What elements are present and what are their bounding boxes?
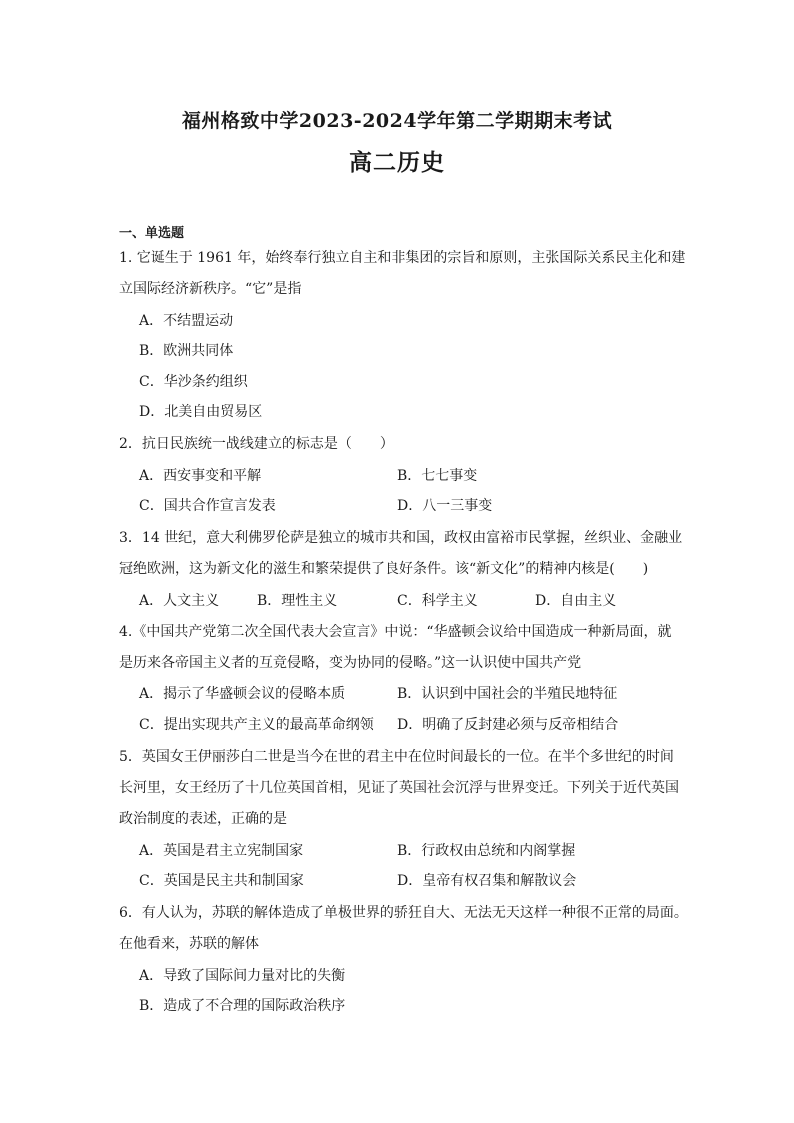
question-6-option-a: A．导致了国际间力量对比的失衡 xyxy=(139,968,346,984)
question-1-text-line-2: 立国际经济新秩序。“它”是指 xyxy=(119,281,302,297)
question-4-text-line-2: 是历来各帝国主义者的互竞侵略，变为协同的侵略。”这一认识使中国共产党 xyxy=(119,655,582,671)
question-3-option-a: A．人文主义 xyxy=(139,593,220,609)
question-1-option-a: A．不结盟运动 xyxy=(139,313,234,329)
question-3-text-line-1: 3．14 世纪，意大利佛罗伦萨是独立的城市共和国，政权由富裕市民掌握，丝织业、金融业 xyxy=(119,530,683,546)
question-4-option-b: B．认识到中国社会的半殖民地特征 xyxy=(397,686,618,702)
question-5-option-b: B．行政权由总统和内阁掌握 xyxy=(397,843,576,859)
question-2-text-line-1: 2．抗日民族统一战线建立的标志是（ ） xyxy=(119,436,394,452)
question-6-text-line-2: 在他看来，苏联的解体 xyxy=(119,936,259,952)
question-4-option-a: A．揭示了华盛顿会议的侵略本质 xyxy=(139,686,346,702)
question-4-text-line-1: 4.《中国共产党第二次全国代表大会宣言》中说：“华盛顿会议给中国造成一种新局面，就 xyxy=(119,624,672,640)
question-5-text-line-3: 政治制度的表述，正确的是 xyxy=(119,811,287,827)
question-2-option-a: A．西安事变和平解 xyxy=(139,468,262,484)
question-1-option-b: B．欧洲共同体 xyxy=(139,343,234,359)
question-5-text-line-1: 5．英国女王伊丽莎白二世是当今在世的君主中在位时间最长的一位。在半个多世纪的时间 xyxy=(119,749,674,765)
question-5-option-c: C．英国是民主共和制国家 xyxy=(139,873,304,889)
question-1-option-d: D．北美自由贸易区 xyxy=(139,404,263,420)
question-3-option-c: C．科学主义 xyxy=(397,593,478,609)
question-6-text-line-1: 6．有人认为，苏联的解体造成了单极世界的骄狂自大、无法无天这样一种很不正常的局面。 xyxy=(119,905,688,921)
question-3-option-b: B．理性主义 xyxy=(257,593,338,609)
question-5-text-line-2: 长河里，女王经历了十几位英国首相，见证了英国社会沉浮与世界变迁。下列关于近代英国 xyxy=(119,780,679,796)
exam-title: 福州格致中学2023-2024学年第二学期期末考试 xyxy=(181,110,613,132)
question-2-option-d: D．八一三事变 xyxy=(397,498,493,514)
section-heading: 一、单选题 xyxy=(119,226,185,241)
question-3-option-d: D．自由主义 xyxy=(535,593,617,609)
question-2-option-c: C．国共合作宣言发表 xyxy=(139,498,276,514)
question-5-option-a: A．英国是君主立宪制国家 xyxy=(139,843,304,859)
question-3-text-line-2: 冠绝欧洲，这为新文化的滋生和繁荣提供了良好条件。该“新文化”的精神内核是( ) xyxy=(119,561,649,577)
question-1-text-line-1: 1. 它诞生于 1961 年，始终奉行独立自主和非集团的宗旨和原则，主张国际关系民主化和建 xyxy=(119,250,686,266)
question-4-option-d: D．明确了反封建必须与反帝相结合 xyxy=(397,717,619,733)
question-5-option-d: D．皇帝有权召集和解散议会 xyxy=(397,873,577,889)
question-2-option-b: B．七七事变 xyxy=(397,468,478,484)
question-4-option-c: C．提出实现共产主义的最高革命纲领 xyxy=(139,717,374,733)
subject-title: 高二历史 xyxy=(349,149,445,176)
question-6-option-b: B．造成了不合理的国际政治秩序 xyxy=(139,998,346,1014)
question-1-option-c: C．华沙条约组织 xyxy=(139,374,248,390)
